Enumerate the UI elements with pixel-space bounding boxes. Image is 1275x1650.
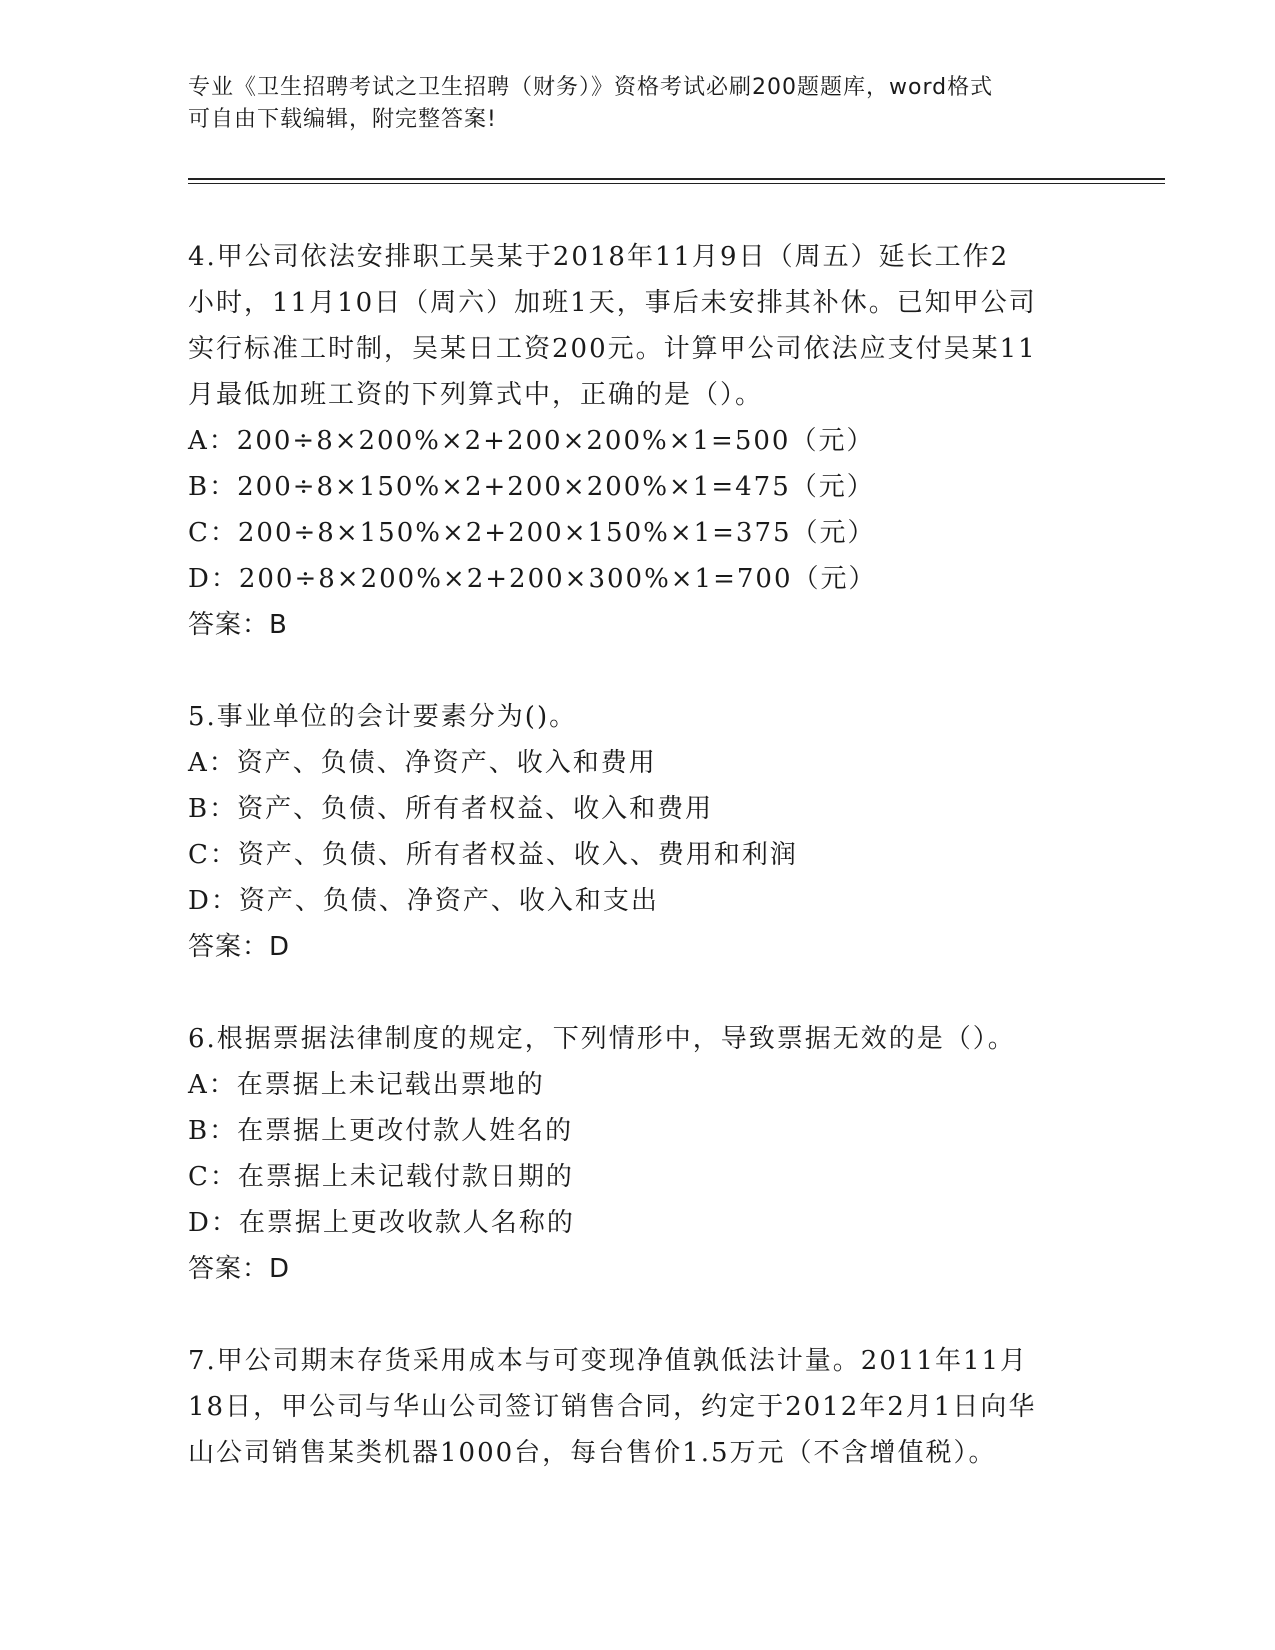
option-b: B：资产、负债、所有者权益、收入和费用 [188,794,714,824]
answer-line: 答案：D [188,932,291,962]
question-stem-line: 6.根据票据法律制度的规定，下列情形中，导致票据无效的是（）。 [188,1024,1016,1054]
question-stem-line: 7.甲公司期末存货采用成本与可变现净值孰低法计量。2011年11月 [188,1346,1029,1376]
header-rule-thin [188,183,1165,184]
option-d: D：在票据上更改收款人名称的 [188,1208,575,1238]
question-stem-line: 山公司销售某类机器1000台，每台售价1.5万元（不含增值税）。 [188,1438,997,1468]
question-4 [188,234,1088,648]
question-stem-line: 小时，11月10日（周六）加班1天，事后未安排其补休。已知甲公司 [188,288,1037,318]
option-b: B：在票据上更改付款人姓名的 [188,1116,574,1146]
option-c: C：在票据上未记载付款日期的 [188,1162,574,1192]
question-stem-line: 18日，甲公司与华山公司签订销售合同，约定于2012年2月1日向华 [188,1392,1037,1422]
option-a: A：在票据上未记载出票地的 [188,1070,545,1100]
header-line-1: 专业《卫生招聘考试之卫生招聘（财务）》资格考试必刷200题题库，word格式 [188,75,994,100]
option-c: C：200÷8×150%×2+200×150%×1=375（元） [188,518,876,548]
document-header [188,72,1088,136]
question-7 [188,1338,1088,1476]
option-c: C：资产、负债、所有者权益、收入、费用和利润 [188,840,798,870]
option-d: D：200÷8×200%×2+200×300%×1=700（元） [188,564,877,594]
question-stem-line: 实行标准工时制，吴某日工资200元。计算甲公司依法应支付吴某11 [188,334,1037,364]
option-a: A：200÷8×200%×2+200×200%×1=500（元） [188,426,875,456]
question-stem-line: 5.事业单位的会计要素分为()。 [188,702,578,732]
question-6 [188,1016,1088,1292]
option-a: A：资产、负债、净资产、收入和费用 [188,748,657,778]
header-line-2: 可自由下载编辑，附完整答案! [188,107,497,132]
question-stem-line: 4.甲公司依法安排职工吴某于2018年11月9日（周五）延长工作2 [188,242,1010,272]
option-b: B：200÷8×150%×2+200×200%×1=475（元） [188,472,875,502]
answer-line: 答案：B [188,610,288,640]
question-list [188,234,1088,1522]
question-stem-line: 月最低加班工资的下列算式中，正确的是（）。 [188,380,764,410]
header-rule-thick [188,178,1165,180]
option-d: D：资产、负债、净资产、收入和支出 [188,886,659,916]
answer-line: 答案：D [188,1254,291,1284]
question-5 [188,694,1088,970]
